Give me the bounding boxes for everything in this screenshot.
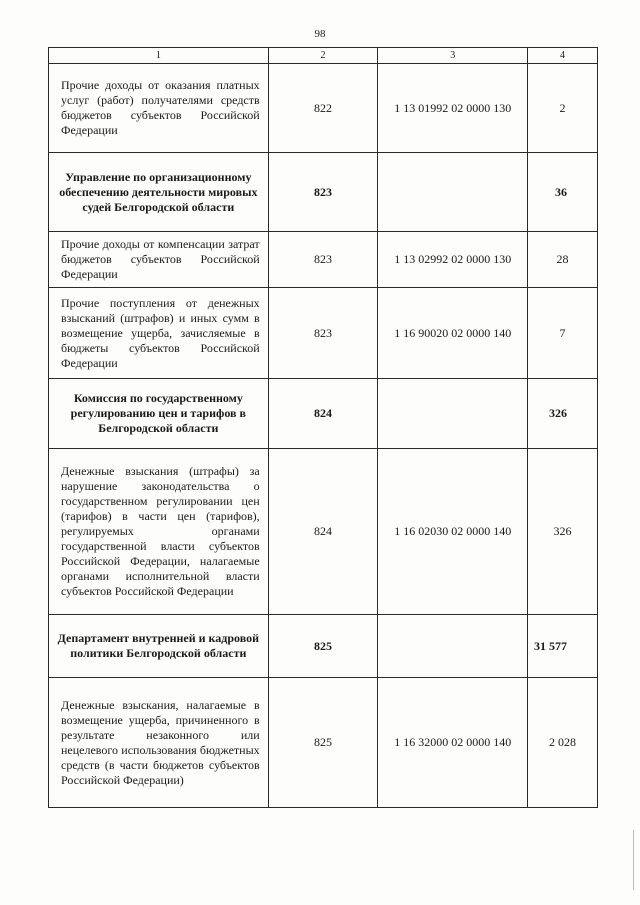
- row-kbk-code: 1 16 32000 02 0000 140: [378, 678, 528, 808]
- row-name: Прочие доходы от компенсации затрат бюджетов субъектов Российской Федерации: [49, 232, 269, 288]
- row-name: Прочие поступления от денежных взысканий (штрафов) и иных сумм в возмещение ущерба, зачисляемые в бюджеты субъектов Российской Федерации: [49, 288, 269, 379]
- row-kbk-code: 1 16 90020 02 0000 140: [378, 288, 528, 379]
- table-row: [49, 449, 598, 615]
- scan-edge-line: [633, 830, 634, 890]
- table-row-department: [49, 615, 598, 678]
- header-col-1: 1: [49, 48, 269, 64]
- department-name: Управление по организационному обеспечению деятельности мировых судей Белгородской области: [49, 153, 269, 232]
- table-header-row: [49, 48, 598, 64]
- table-row: [49, 232, 598, 288]
- header-col-2: 2: [268, 48, 378, 64]
- header-col-4: 4: [528, 48, 598, 64]
- row-admin-code: 823: [268, 288, 378, 379]
- page-number: 98: [314, 28, 326, 40]
- row-kbk-code: 1 13 01992 02 0000 130: [378, 64, 528, 153]
- row-admin-code: 822: [268, 64, 378, 153]
- row-amount: 326: [528, 449, 598, 615]
- row-name: Денежные взыскания (штрафы) за нарушение законодательства о государственном регулировании цен (тарифов) в части цен (тарифов), регулируемых органами государственной власти субъектов Российской Федерации, налагаемые органами исполнительной власти субъектов Российской Федерации: [49, 449, 269, 615]
- table-row: [49, 64, 598, 153]
- row-amount: 28: [528, 232, 598, 288]
- table-row: [49, 678, 598, 808]
- department-amount: 326: [528, 379, 598, 449]
- table-row-department: [49, 153, 598, 232]
- department-amount: 36: [528, 153, 598, 232]
- table-row: [49, 288, 598, 379]
- row-admin-code: 825: [268, 678, 378, 808]
- department-kbk: [378, 153, 528, 232]
- row-admin-code: 823: [268, 232, 378, 288]
- header-col-3: 3: [378, 48, 528, 64]
- department-code: 825: [268, 615, 378, 678]
- department-kbk: [378, 379, 528, 449]
- table-row-department: [49, 379, 598, 449]
- department-name: Комиссия по государственному регулированию цен и тарифов в Белгородской области: [49, 379, 269, 449]
- department-kbk: [378, 615, 528, 678]
- row-amount: 7: [528, 288, 598, 379]
- row-name: Прочие доходы от оказания платных услуг (работ) получателями средств бюджетов субъектов Российской Федерации: [49, 64, 269, 153]
- row-admin-code: 824: [268, 449, 378, 615]
- row-kbk-code: 1 16 02030 02 0000 140: [378, 449, 528, 615]
- department-name: Департамент внутренней и кадровой политики Белгородской области: [49, 615, 269, 678]
- row-amount: 2 028: [528, 678, 598, 808]
- row-amount: 2: [528, 64, 598, 153]
- row-kbk-code: 1 13 02992 02 0000 130: [378, 232, 528, 288]
- revenue-table: [48, 47, 598, 808]
- department-code: 824: [268, 379, 378, 449]
- department-amount: 31 577: [528, 615, 598, 678]
- row-name: Денежные взыскания, налагаемые в возмещение ущерба, причиненного в результате незаконного или нецелевого использования бюджетных средств (в части бюджетов субъектов Российской Федерации): [49, 678, 269, 808]
- department-code: 823: [268, 153, 378, 232]
